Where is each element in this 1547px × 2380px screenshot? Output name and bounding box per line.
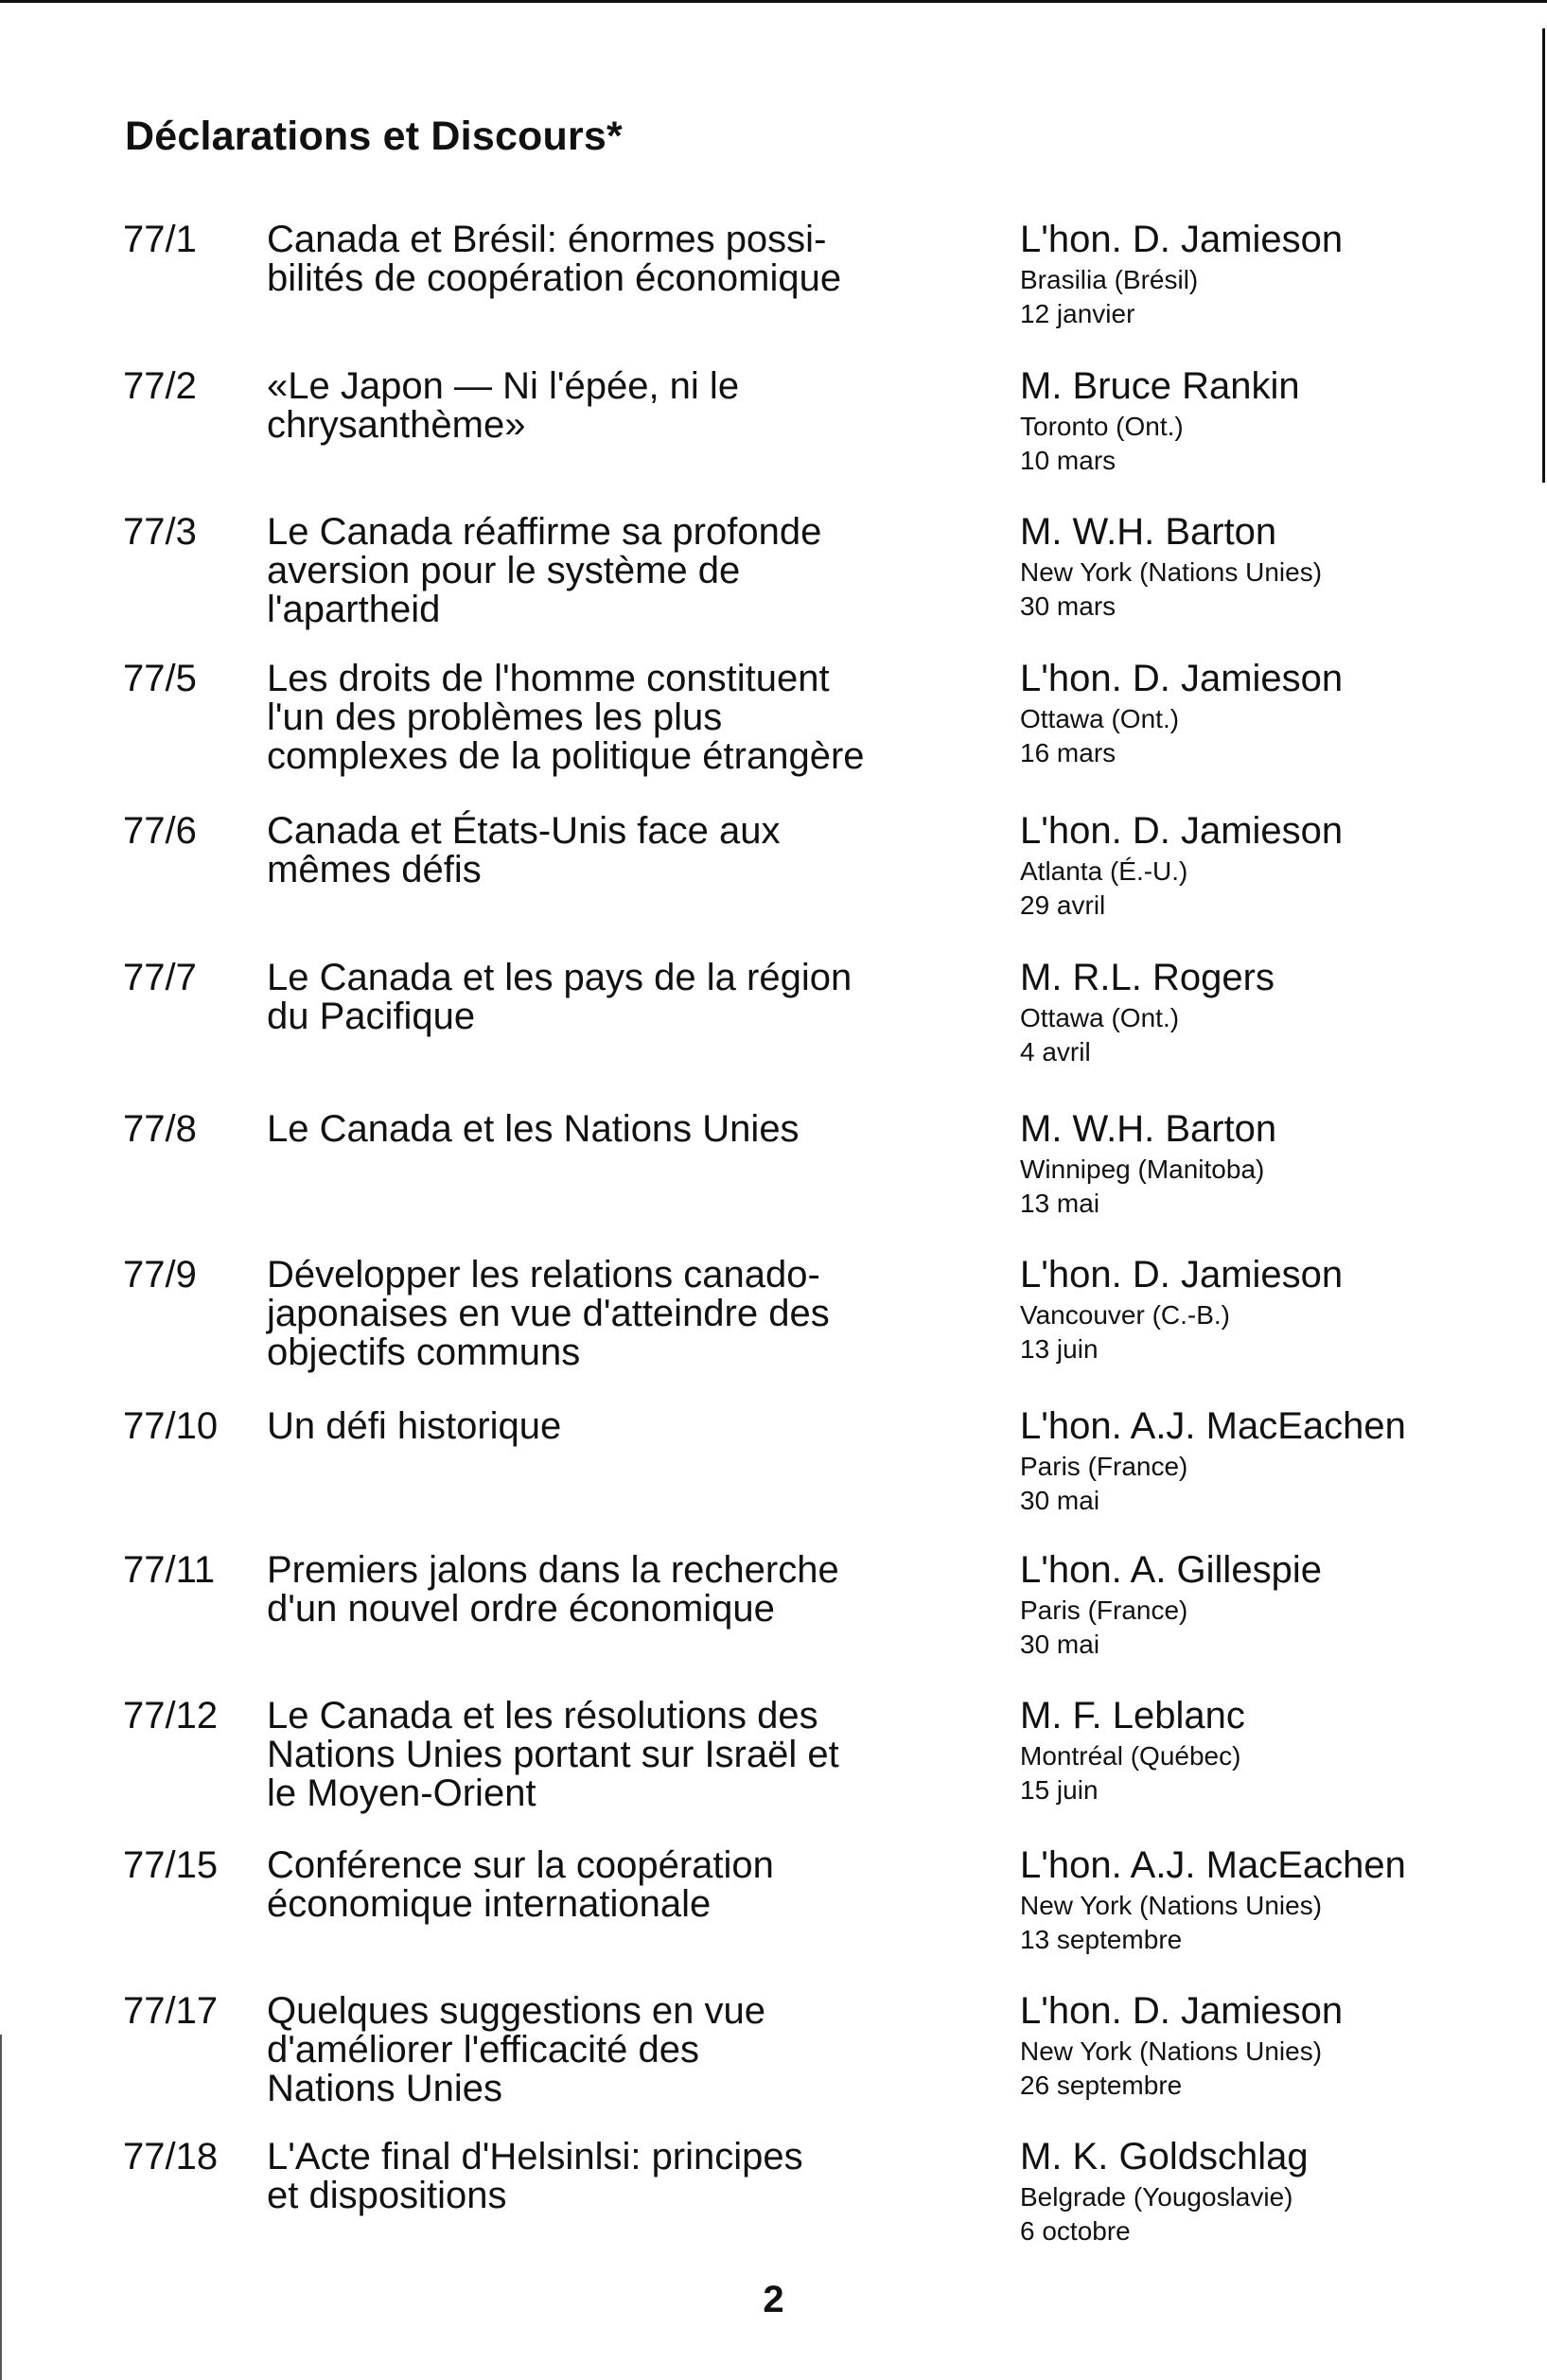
entry-number: 77/15 [123, 1844, 219, 1886]
entry-speaker: L'hon. D. Jamieson [1020, 810, 1344, 852]
entry-place: Montréal (Québec) [1020, 1741, 1241, 1771]
entry-title: L'Acte final d'Helsinlsi: principes et dispositions [267, 2136, 803, 2216]
entry-title: Les droits de l'homme constituent l'un des problèmes les plus complexes de la politique étrangère [267, 658, 865, 777]
entry-date: 10 mars [1020, 446, 1116, 475]
entry-place: Vancouver (C.-B.) [1020, 1300, 1230, 1330]
entry-number: 77/10 [123, 1405, 219, 1447]
page-number: 2 [763, 2279, 784, 2320]
entry-number: 77/11 [123, 1549, 216, 1591]
entry-number: 77/2 [123, 365, 197, 407]
entry-date: 13 septembre [1020, 1925, 1183, 1954]
entry-place: Brasilia (Brésil) [1020, 265, 1199, 294]
entry-title: Quelques suggestions en vue d'améliorer l'efficacité des Nations Unies [267, 1990, 766, 2109]
entry-place: Belgrade (Yougoslavie) [1020, 2182, 1293, 2212]
entry-title: Le Canada et les pays de la région du Pacifique [267, 957, 853, 1037]
entry-date: 26 septembre [1020, 2071, 1183, 2100]
entry-title: Canada et Brésil: énormes possi- bilités de coopération économique [267, 219, 842, 299]
entry-date: 13 mai [1020, 1189, 1100, 1218]
entry-number: 77/12 [123, 1695, 219, 1737]
entry-place: Paris (France) [1020, 1452, 1188, 1481]
entry-title: Premiers jalons dans la recherche d'un nouvel ordre économique [267, 1549, 839, 1630]
entry-title: «Le Japon — Ni l'épée, ni le chrysanthème» [267, 365, 740, 446]
entry-number: 77/1 [123, 219, 197, 260]
entry-title: Le Canada et les résolutions des Nations Unies portant sur Israël et le Moyen-Orient [267, 1695, 839, 1814]
entry-date: 29 avril [1020, 890, 1106, 920]
entry-speaker: M. W.H. Barton [1020, 511, 1277, 553]
entry-speaker: L'hon. A. Gillespie [1020, 1549, 1322, 1591]
entry-speaker: L'hon. A.J. MacEachen [1020, 1405, 1406, 1447]
entry-place: Winnipeg (Manitoba) [1020, 1155, 1265, 1184]
entry-title: Un défi historique [267, 1405, 562, 1447]
entry-date: 16 mars [1020, 738, 1116, 767]
entry-place: Atlanta (É.-U.) [1020, 856, 1188, 886]
entry-date: 30 mars [1020, 591, 1116, 621]
entry-number: 77/5 [123, 658, 197, 699]
entry-number: 77/17 [123, 1990, 219, 2032]
entry-date: 4 avril [1020, 1037, 1091, 1067]
entry-date: 30 mai [1020, 1630, 1100, 1659]
entry-place: New York (Nations Unies) [1020, 1891, 1323, 1920]
entry-date: 6 octobre [1020, 2216, 1131, 2246]
entry-title: Conférence sur la coopération économique internationale [267, 1844, 774, 1925]
entry-title: Canada et États-Unis face aux mêmes défis [267, 810, 781, 890]
entry-number: 77/3 [123, 511, 197, 553]
entry-number: 77/9 [123, 1254, 197, 1296]
entry-speaker: M. Bruce Rankin [1020, 365, 1300, 407]
entry-speaker: L'hon. A.J. MacEachen [1020, 1844, 1406, 1886]
entry-speaker: L'hon. D. Jamieson [1020, 1990, 1344, 2032]
entry-title: Le Canada réaffirme sa profonde aversion pour le système de l'apartheid [267, 511, 822, 630]
entry-speaker: L'hon. D. Jamieson [1020, 1254, 1344, 1296]
entry-title: Développer les relations canado- japonaises en vue d'atteindre des objectifs communs [267, 1254, 830, 1373]
entry-place: New York (Nations Unies) [1020, 557, 1323, 587]
entry-number: 77/7 [123, 957, 197, 998]
entry-date: 13 juin [1020, 1334, 1099, 1364]
entry-speaker: M. F. Leblanc [1020, 1695, 1245, 1737]
entry-number: 77/18 [123, 2136, 219, 2177]
entry-date: 15 juin [1020, 1775, 1099, 1805]
entry-number: 77/8 [123, 1108, 197, 1150]
entry-place: New York (Nations Unies) [1020, 2036, 1323, 2066]
entry-title: Le Canada et les Nations Unies [267, 1108, 800, 1150]
entry-speaker: M. R.L. Rogers [1020, 957, 1275, 998]
entry-number: 77/6 [123, 810, 197, 852]
entry-date: 12 janvier [1020, 299, 1135, 328]
entry-speaker: M. W.H. Barton [1020, 1108, 1277, 1150]
entry-place: Ottawa (Ont.) [1020, 704, 1180, 733]
entry-speaker: L'hon. D. Jamieson [1020, 658, 1344, 699]
entry-place: Toronto (Ont.) [1020, 412, 1184, 441]
entry-place: Paris (France) [1020, 1595, 1188, 1625]
entry-date: 30 mai [1020, 1486, 1100, 1515]
page-heading: Déclarations et Discours* [125, 114, 623, 159]
entry-place: Ottawa (Ont.) [1020, 1003, 1180, 1032]
entry-speaker: L'hon. D. Jamieson [1020, 219, 1344, 260]
entry-speaker: M. K. Goldschlag [1020, 2136, 1309, 2177]
